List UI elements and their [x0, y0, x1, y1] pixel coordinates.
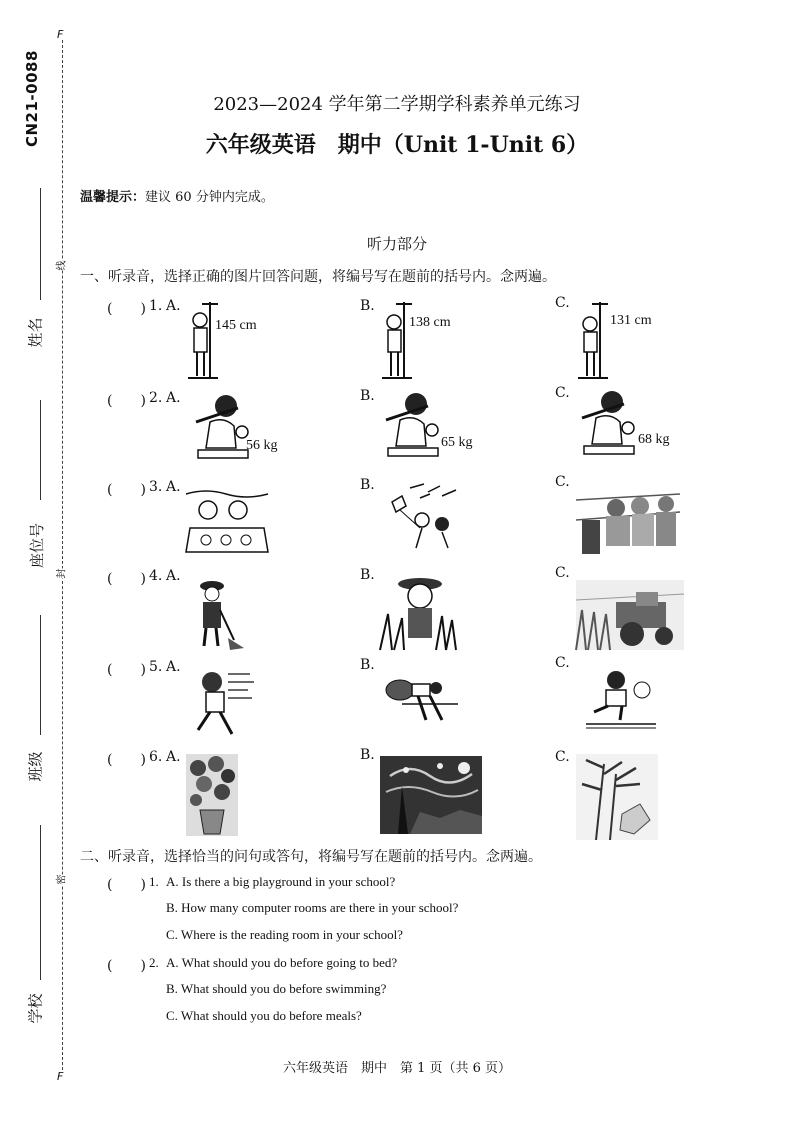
option-c-text: C. What should you do before meals? — [166, 1008, 362, 1023]
school-write-line[interactable] — [40, 825, 41, 980]
tip-text: 建议 60 分钟内完成。 — [145, 190, 274, 205]
option-a-text: A. What should you do before going to bed? — [166, 955, 398, 970]
seat-number-label: 座位号 — [28, 522, 47, 569]
option-b-text: B. How many computer rooms are there in your school? — [166, 900, 459, 915]
seal-char-xian: 线 — [53, 261, 68, 271]
seal-char-mi: 密 — [53, 875, 68, 885]
option-a-label: A. — [166, 568, 181, 584]
listening-section-title: 听力部分 — [366, 235, 427, 253]
height-label-c: 131 cm — [610, 313, 652, 328]
option-b-label: B. — [360, 388, 375, 404]
option-c-label: C. — [555, 565, 570, 581]
question-number: 1. — [149, 298, 163, 314]
option-b-label: B. — [360, 567, 375, 583]
high-jump-image — [382, 668, 458, 724]
sunflowers-painting — [186, 754, 238, 836]
answer-blank[interactable]: ( ) — [107, 958, 146, 974]
height-figure-c — [578, 302, 608, 382]
answer-blank[interactable]: ( ) — [107, 662, 146, 678]
option-b-label: B. — [360, 477, 375, 493]
height-label-a: 145 cm — [215, 318, 257, 333]
height-figure-a — [188, 302, 218, 382]
cut-mark-top: F — [57, 28, 64, 41]
option-c-label: C. — [555, 749, 570, 765]
option-c-label: C. — [555, 655, 570, 671]
option-a-label: A. — [166, 479, 181, 495]
class-label: 班级 — [26, 751, 45, 782]
weight-label-c: 68 kg — [638, 432, 670, 447]
farmer-image — [380, 574, 456, 650]
question-number: 5. — [149, 659, 163, 675]
page-footer: 六年级英语 期中 第 1 页（共 6 页） — [282, 1061, 512, 1076]
question-number: 6. — [149, 749, 163, 765]
starry-night-painting — [380, 756, 482, 834]
class-write-line[interactable] — [40, 615, 41, 735]
option-a-label: A. — [166, 298, 181, 314]
weight-figure-b — [380, 390, 446, 462]
seal-char-feng: 封 — [53, 569, 68, 579]
seat-write-line[interactable] — [40, 400, 41, 500]
option-c-label: C. — [555, 385, 570, 401]
answer-blank[interactable]: ( ) — [107, 482, 146, 498]
answer-blank[interactable]: ( ) — [107, 301, 146, 317]
question-number: 1. — [149, 874, 159, 889]
answer-blank[interactable]: ( ) — [107, 877, 146, 893]
question-number: 2. — [149, 390, 163, 406]
option-b-label: B. — [360, 747, 375, 763]
option-b-label: B. — [360, 657, 375, 673]
question-number: 3. — [149, 479, 163, 495]
exam-title: 2023—2024 学年第二学期学科素养单元练习 — [213, 94, 581, 115]
option-b-label: B. — [360, 298, 375, 314]
option-a-text: A. Is there a big playground in your school? — [166, 874, 396, 889]
bamboo-painting — [576, 754, 658, 840]
option-b-text: B. What should you do before swimming? — [166, 981, 387, 996]
part2-heading: 二、听录音，选择恰当的问句或答句，将编号写在题前的括号内。念两遍。 — [80, 849, 542, 865]
option-c-text: C. Where is the reading room in your school? — [166, 927, 403, 942]
name-label: 姓名 — [26, 317, 45, 348]
height-figure-b — [382, 302, 412, 382]
exam-subtitle: 六年级英语 期中（Unit 1-Unit 6） — [205, 132, 589, 158]
option-c-label: C. — [555, 474, 570, 490]
answer-blank[interactable]: ( ) — [107, 393, 146, 409]
tip — [80, 186, 274, 205]
sweeper-image — [190, 578, 246, 650]
part1-heading: 一、听录音，选择正确的图片回答问题，将编号写在题前的括号内。念两遍。 — [80, 269, 556, 285]
option-a-label: A. — [166, 749, 181, 765]
cut-mark-bottom: F — [57, 1070, 64, 1083]
answer-blank[interactable]: ( ) — [107, 571, 146, 587]
picnic-image — [186, 488, 268, 554]
paper-code: CN21-0088 — [23, 50, 41, 147]
tractor-image — [576, 580, 684, 650]
weight-label-a: 56 kg — [246, 438, 278, 453]
cut-line — [62, 40, 63, 1070]
cinema-image — [576, 490, 680, 554]
answer-blank[interactable]: ( ) — [107, 752, 146, 768]
school-label: 学校 — [26, 993, 45, 1024]
weight-figure-c — [576, 388, 642, 460]
weight-label-b: 65 kg — [441, 435, 473, 450]
question-number: 4. — [149, 568, 163, 584]
tip-label: 温馨提示： — [80, 190, 146, 205]
option-a-label: A. — [166, 659, 181, 675]
height-label-b: 138 cm — [409, 315, 451, 330]
option-a-label: A. — [166, 390, 181, 406]
runner-image — [188, 668, 254, 738]
long-jump-image — [586, 670, 656, 730]
option-c-label: C. — [555, 295, 570, 311]
kite-flying-image — [380, 484, 462, 550]
question-number: 2. — [149, 955, 159, 970]
